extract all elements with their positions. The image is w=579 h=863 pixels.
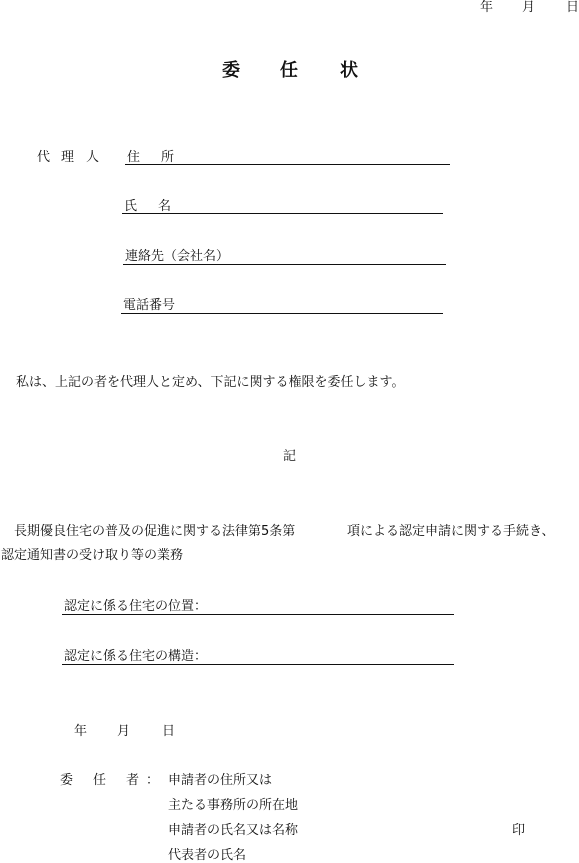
agent-address-line[interactable] bbox=[125, 164, 450, 165]
header-date-year: 年 bbox=[480, 0, 494, 15]
principal-address-label: 申請者の住所又は bbox=[168, 773, 273, 788]
sign-date-month: 月 bbox=[117, 724, 131, 739]
agent-label-char-1: 代 bbox=[37, 150, 51, 165]
scope-text-line-2: 認定通知書の受け取り等の業務 bbox=[1, 548, 184, 563]
page-title-char-2: 任 bbox=[280, 60, 298, 81]
house-structure-line[interactable] bbox=[62, 664, 454, 665]
header-date-day: 日 bbox=[566, 0, 579, 15]
page-title-char-3: 状 bbox=[340, 60, 358, 81]
agent-name-line[interactable] bbox=[122, 213, 443, 214]
principal-label-colon: ： bbox=[146, 773, 160, 788]
principal-name-label: 申請者の氏名又は名称 bbox=[168, 823, 299, 838]
seal-mark: 印 bbox=[512, 823, 526, 838]
ki-heading: 記 bbox=[283, 449, 297, 464]
agent-contact-label: 連絡先（会社名） bbox=[125, 249, 230, 264]
scope-text-line-1b: 項による認定申請に関する手続き、 bbox=[347, 524, 555, 539]
principal-label-char-3: 者 bbox=[126, 773, 140, 788]
agent-name-label-char-2: 名 bbox=[158, 199, 172, 214]
house-structure-label: 認定に係る住宅の構造： bbox=[64, 649, 208, 664]
principal-office-label: 主たる事務所の所在地 bbox=[168, 798, 299, 813]
agent-contact-line[interactable] bbox=[123, 264, 446, 265]
agent-phone-line[interactable] bbox=[121, 313, 443, 314]
delegation-statement: 私は、上記の者を代理人と定め、下記に関する権限を委任します。 bbox=[16, 375, 405, 390]
agent-address-label-char-1: 住 bbox=[127, 150, 141, 165]
agent-name-label-char-1: 氏 bbox=[124, 199, 138, 214]
sign-date-year: 年 bbox=[74, 724, 88, 739]
house-location-line[interactable] bbox=[62, 614, 454, 615]
header-date-month: 月 bbox=[522, 0, 536, 15]
agent-address-label-char-2: 所 bbox=[161, 150, 175, 165]
page-title-char-1: 委 bbox=[222, 60, 240, 81]
scope-text-line-1: 長期優良住宅の普及の促進に関する法律第5条第 bbox=[14, 524, 296, 539]
principal-label-char-1: 委 bbox=[60, 773, 74, 788]
agent-label-char-2: 理 bbox=[61, 150, 75, 165]
principal-label-char-2: 任 bbox=[93, 773, 107, 788]
sign-date-day: 日 bbox=[162, 724, 176, 739]
representative-name-label: 代表者の氏名 bbox=[168, 848, 247, 863]
agent-phone-label: 電話番号 bbox=[123, 298, 176, 313]
house-location-label: 認定に係る住宅の位置： bbox=[64, 599, 208, 614]
agent-label-char-3: 人 bbox=[86, 150, 100, 165]
